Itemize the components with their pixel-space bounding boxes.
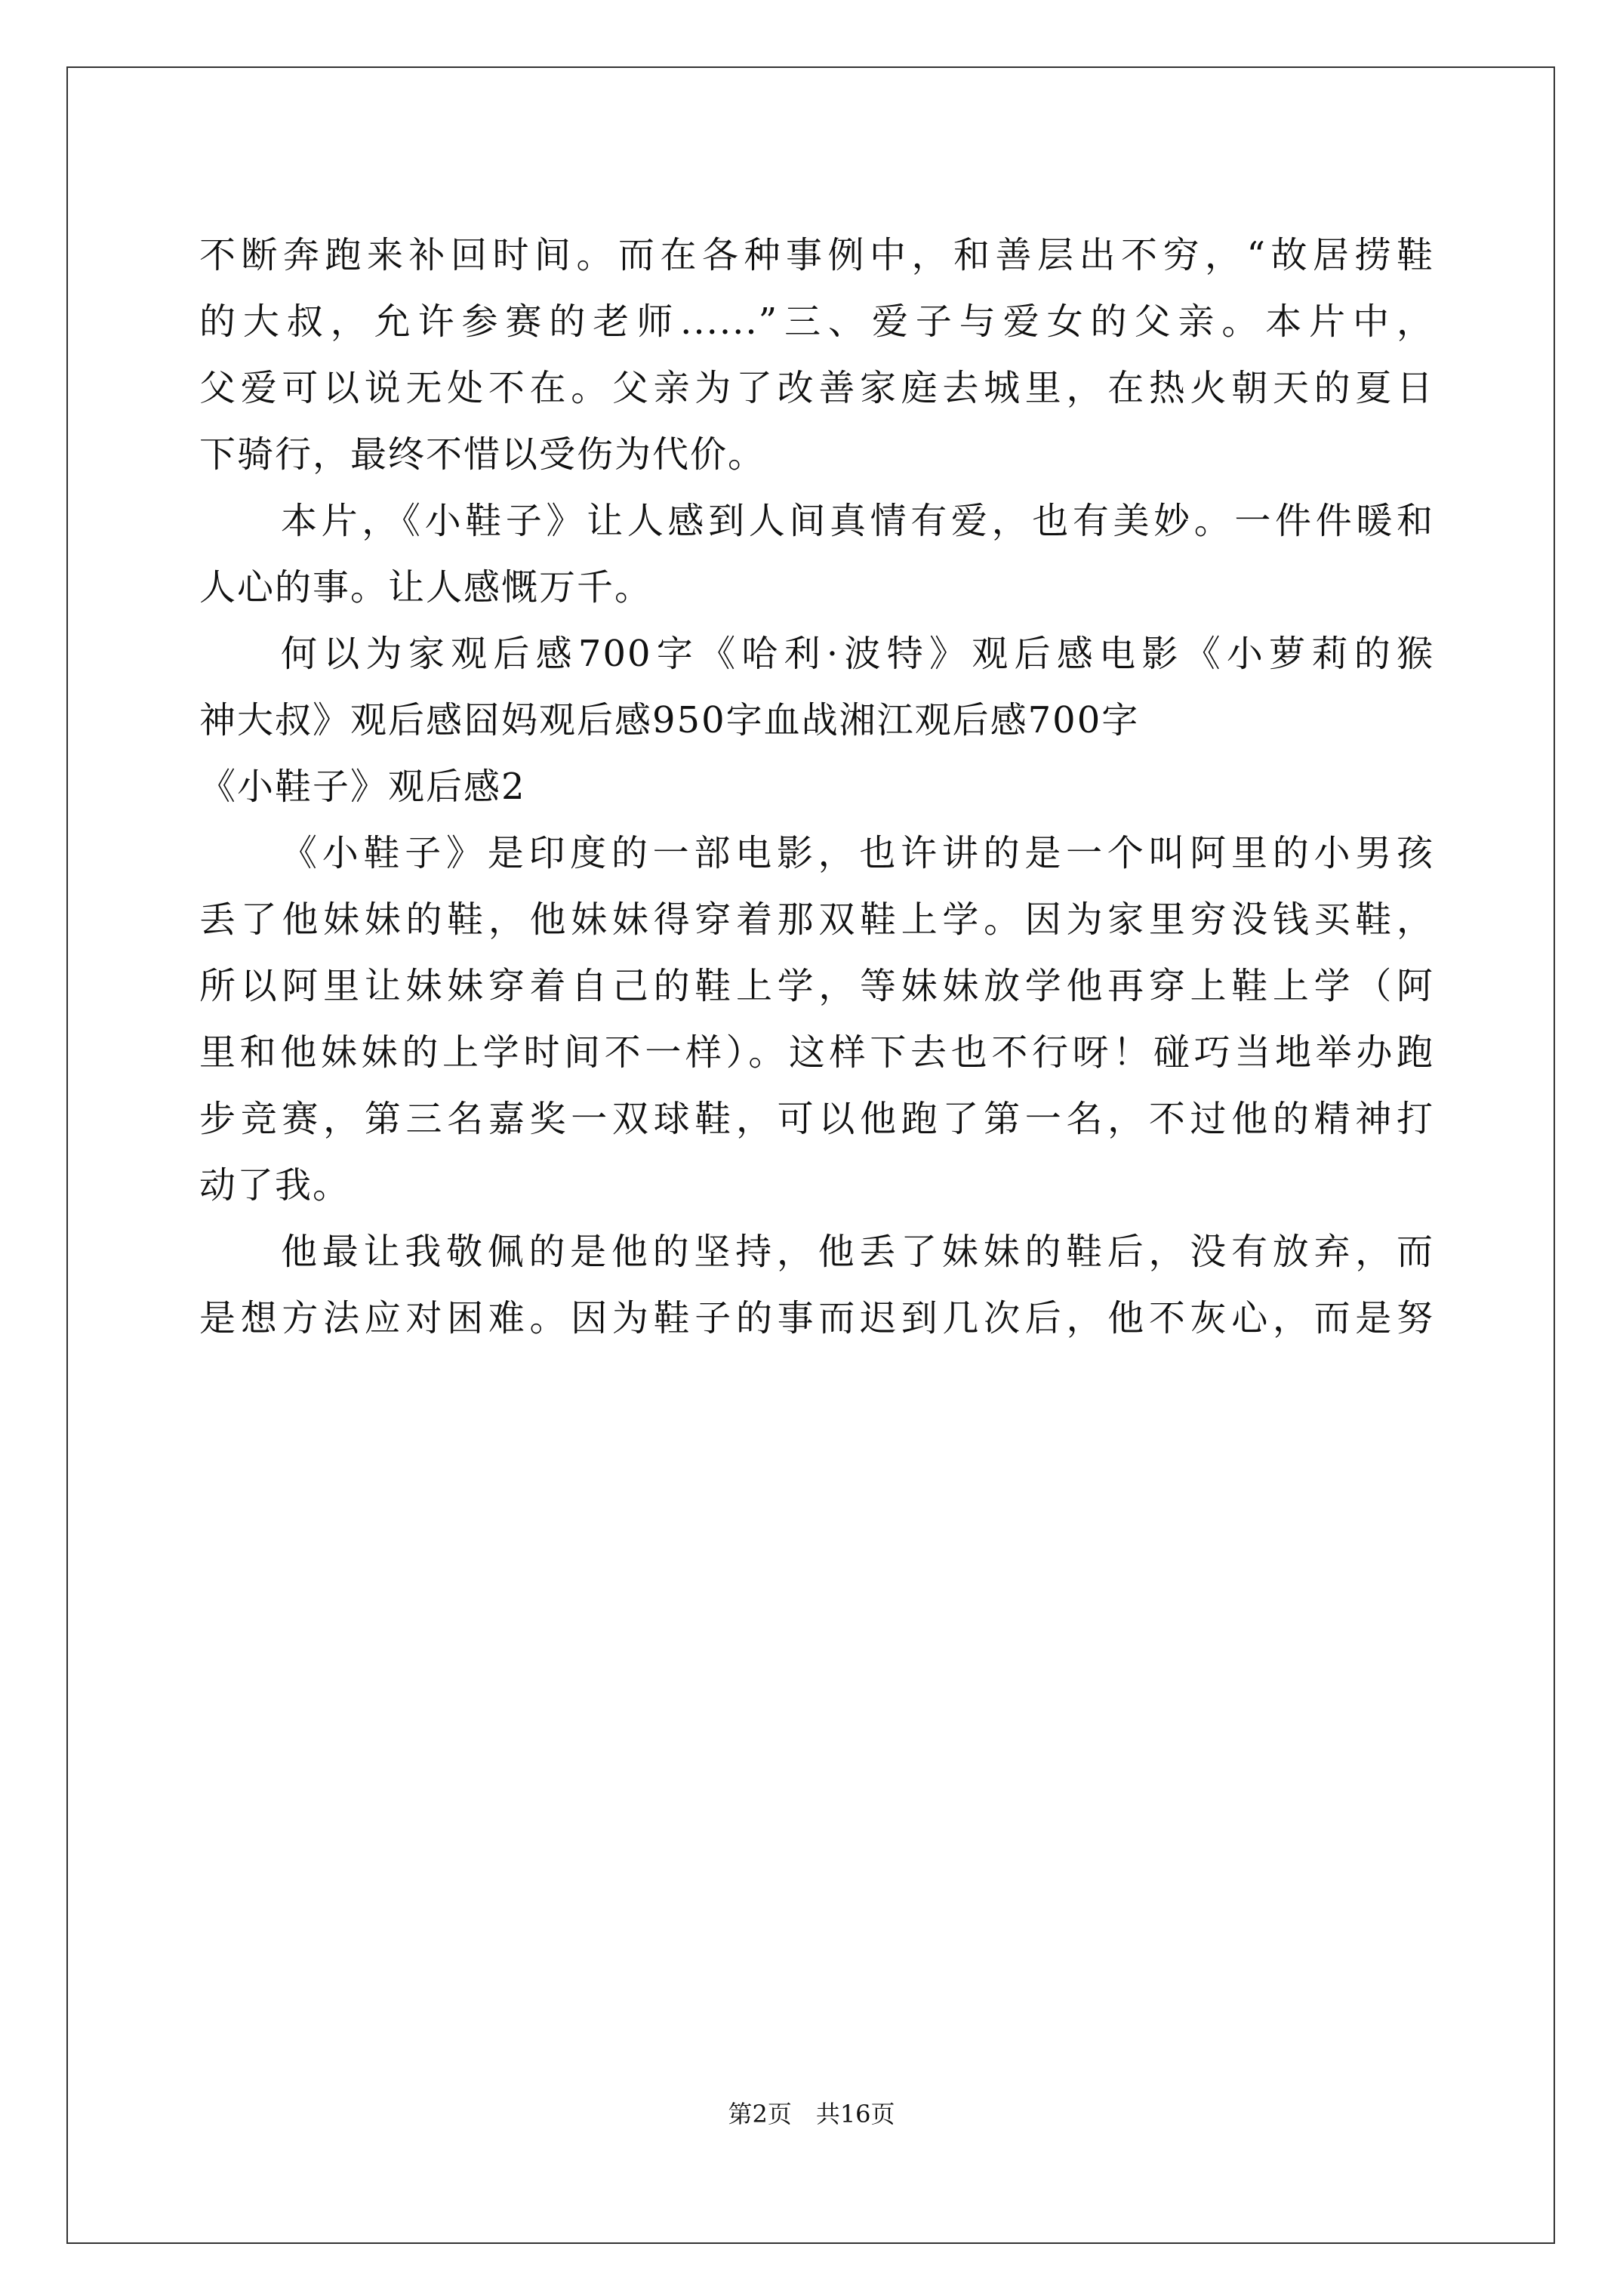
text-line: 动了我。 <box>199 1164 351 1207</box>
text-line: 父爱可以说无处不在。父亲为了改善家庭去城里，在热火朝天的夏日 <box>199 367 1434 409</box>
document-body <box>199 222 1434 1351</box>
text-line: 丢了他妹妹的鞋，他妹妹得穿着那双鞋上学。因为家里穷没钱买鞋， <box>199 898 1434 941</box>
section-heading: 《小鞋子》观后感2 <box>199 766 526 808</box>
related-links-line: 何以为家观后感700字《哈利·波特》观后感电影《小萝莉的猴 <box>281 633 1434 675</box>
text-line: 是想方法应对困难。因为鞋子的事而迟到几次后，他不灰心，而是努 <box>199 1297 1434 1339</box>
paragraph-start-line: 他最让我敬佩的是他的坚持，他丢了妹妹的鞋后，没有放弃，而 <box>281 1231 1434 1273</box>
text-line: 步竞赛，第三名嘉奖一双球鞋，可以他跑了第一名，不过他的精神打 <box>199 1098 1434 1140</box>
text-line: 下骑行，最终不惜以受伤为代价。 <box>199 433 766 476</box>
text-line: 所以阿里让妹妹穿着自己的鞋上学，等妹妹放学他再穿上鞋上学（阿 <box>199 965 1434 1007</box>
related-links-line: 神大叔》观后感囧妈观后感950字血战湘江观后感700字 <box>199 699 1140 741</box>
paragraph-start-line: 本片，《小鞋子》让人感到人间真情有爱，也有美妙。一件件暖和 <box>281 500 1434 542</box>
page-number-footer: 第2页 共16页 <box>728 2100 895 2128</box>
text-line: 不断奔跑来补回时间。而在各种事例中，和善层出不穷，“故居捞鞋 <box>199 234 1434 276</box>
text-line: 的大叔，允许参赛的老师......”三、爱子与爱女的父亲。本片中， <box>199 300 1434 343</box>
text-line: 里和他妹妹的上学时间不一样）。这样下去也不行呀！碰巧当地举办跑 <box>199 1031 1434 1074</box>
text-line: 人心的事。让人感慨万千。 <box>199 566 653 609</box>
paragraph-start-line: 《小鞋子》是印度的一部电影，也许讲的是一个叫阿里的小男孩 <box>281 832 1434 874</box>
